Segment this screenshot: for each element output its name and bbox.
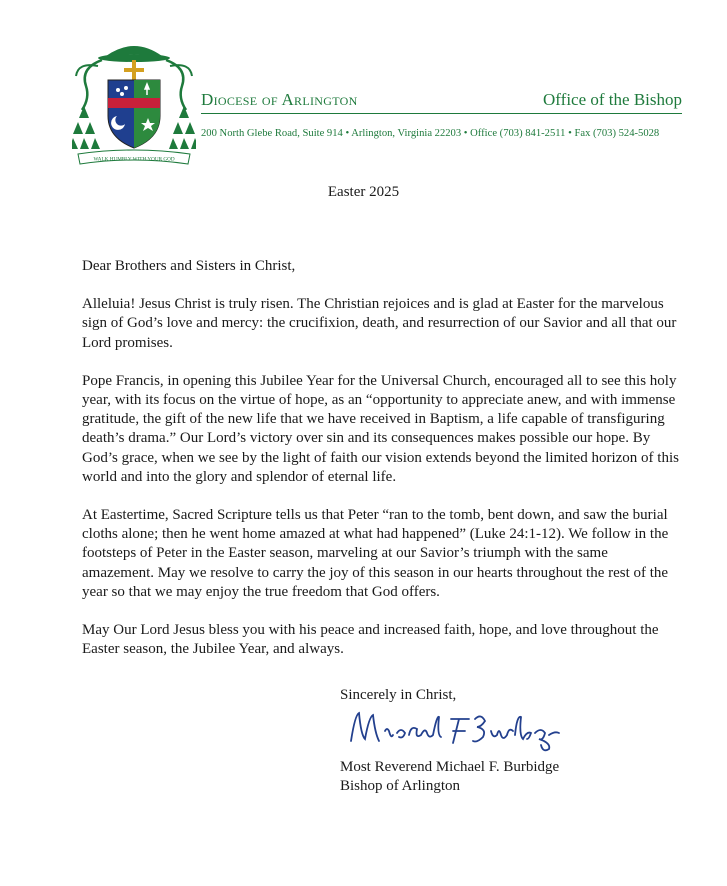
salutation: Dear Brothers and Sisters in Christ, — [82, 258, 296, 274]
signer-block — [340, 758, 559, 796]
motto-text: WALK HUMBLY WITH YOUR GOD — [93, 156, 175, 163]
closing: Sincerely in Christ, — [340, 687, 457, 703]
letterhead — [0, 0, 727, 175]
letter-date: Easter 2025 — [327, 184, 400, 200]
signer-title: Bishop of Arlington — [340, 778, 461, 795]
office-name: Office of the Bishop — [543, 90, 682, 109]
organization-name: Diocese of Arlington — [201, 90, 358, 109]
paragraph: At Eastertime, Sacred Scripture tells us that Peter “ran to the tomb, bent down, and saw the burial cloths alone; then he went home amazed at what had happened” (Luke 24:1-12). We follow in the footsteps of Peter in the Easter season, marveling at our Savior’s triumph with the same amazement. May we resolve to carry the joy of this season in our hearts throughout the rest of the year so that we may enjoy the true freedom that God offers. — [82, 507, 669, 600]
signer-name: Most Reverend Michael F. Burbidge — [340, 759, 560, 775]
paragraph: Alleluia! Jesus Christ is truly risen. The Christian rejoices and is glad at Easter for the marvelous sign of God’s love and mercy: the crucifixion, death, and resurrection of our Savior and all that our Lord promises. — [82, 296, 677, 351]
letterhead-rule — [201, 113, 682, 114]
signature-icon — [345, 705, 565, 753]
address-line: 200 North Glebe Road, Suite 914 • Arlington, Virginia 22203 • Office (703) 841-2511 • Fax (703) 524-5028 — [201, 128, 660, 139]
letter-body — [82, 257, 682, 678]
paragraph: Pope Francis, in opening this Jubilee Year for the Universal Church, encouraged all to see this holy year, with its focus on the virtue of hope, as an “opportunity to appreciate anew, and with immense gratitude, the gift of the new life that we have received in Baptism, a life capable of transfiguring death’s drama.” Our Lord’s victory over sin and its consequences makes possible our hope. By God’s grace, when we see by the light of faith our vision extends beyond the limited horizon of this world and into the glory and splendor of eternal life. — [82, 372, 679, 485]
coat-of-arms-icon — [72, 36, 196, 170]
paragraph: May Our Lord Jesus bless you with his peace and increased faith, hope, and love throughout the Easter season, the Jubilee Year, and always. — [82, 622, 659, 658]
